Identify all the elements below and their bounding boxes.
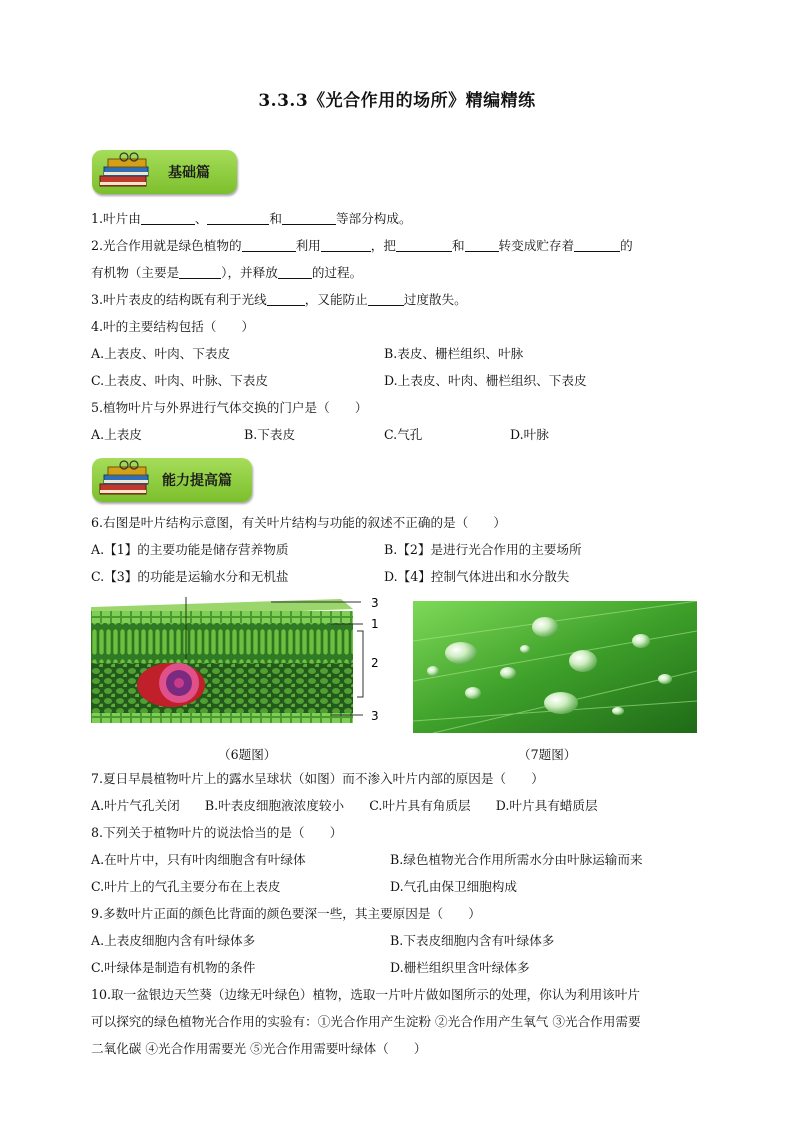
leaf-label-1: 1 — [371, 617, 379, 631]
books-icon — [94, 152, 156, 192]
question-5-stem: 5.植物叶片与外界进行气体交换的门户是（ ） — [91, 400, 368, 415]
option-5a: A.上表皮 — [91, 427, 142, 442]
question-7-stem: 7.夏日早晨植物叶片上的露水呈球状（如图）而不渗入叶片内部的原因是（ ） — [91, 771, 544, 786]
option-8c: C.叶片上的气孔主要分布在上表皮 — [91, 879, 281, 894]
leaf-label-3-bottom: 3 — [371, 709, 379, 723]
option-5b: B.下表皮 — [244, 427, 296, 442]
answer-blank — [242, 238, 296, 252]
option-6d: D.【4】控制气体进出和水分散失 — [384, 569, 570, 584]
option-5c: C.气孔 — [384, 427, 423, 442]
question-10-line-2: 可以探究的绿色植物光合作用的实验有：①光合作用产生淀粉 ②光合作用产生氧气 ③光合作用需要 — [91, 1014, 641, 1029]
answer-blank — [396, 238, 452, 252]
question-2-line-1: 2.光合作用就是绿色植物的 利用 ，把 和 转变成贮存着 的 — [91, 238, 633, 253]
dew-drops-photo — [413, 601, 697, 733]
question-9-stem: 9.多数叶片正面的颜色比背面的颜色要深一些，其主要原因是（ ） — [91, 906, 481, 921]
option-9d: D.栅栏组织里含叶绿体多 — [390, 960, 530, 975]
question-4-stem: 4.叶的主要结构包括（ ） — [91, 319, 255, 334]
option-4a: A.上表皮、叶肉、下表皮 — [91, 346, 231, 361]
question-7-options: A.叶片气孔关闭 B.叶表皮细胞液浓度较小 C.叶片具有角质层 D.叶片具有蜡质层 — [91, 798, 598, 813]
answer-blank — [278, 265, 312, 279]
answer-blank — [465, 238, 499, 252]
answer-blank — [321, 238, 371, 252]
answer-blank — [368, 292, 404, 306]
question-8-stem: 8.下列关于植物叶片的说法恰当的是（ ） — [91, 825, 343, 840]
answer-blank — [179, 265, 221, 279]
leaf-label-2: 2 — [371, 656, 379, 670]
question-1: 1.叶片由 、 和 等部分构成。 — [91, 211, 412, 226]
option-4b: B.表皮、栅栏组织、叶脉 — [384, 346, 524, 361]
question-2-line-2: 有机物（主要是 ），并释放 的过程。 — [91, 265, 363, 280]
leaf-cross-section-figure — [91, 597, 389, 733]
figure-7-caption: （7题图） — [518, 747, 577, 762]
option-5d: D.叶脉 — [510, 427, 549, 442]
option-9b: B.下表皮细胞内含有叶绿体多 — [390, 933, 555, 948]
question-10-line-1: 10.取一盆银边天竺葵（边缘无叶绿色）植物，选取一片叶片做如图所示的处理，你认为利用该叶片 — [91, 987, 640, 1002]
section-label-basic: 基础篇 — [168, 165, 210, 181]
answer-blank — [141, 211, 195, 225]
section-banner-advanced — [92, 458, 252, 502]
option-6c: C.【3】的功能是运输水分和无机盐 — [91, 569, 289, 584]
answer-blank — [282, 211, 336, 225]
option-6a: A.【1】的主要功能是储存营养物质 — [91, 542, 289, 557]
option-8d: D.气孔由保卫细胞构成 — [390, 879, 517, 894]
section-banner-basic — [92, 150, 237, 194]
question-6-stem: 6.右图是叶片结构示意图，有关叶片结构与功能的叙述不正确的是（ ） — [91, 515, 507, 530]
section-label-advanced: 能力提高篇 — [162, 473, 232, 489]
question-10-line-3: 二氧化碳 ④光合作用需要光 ⑤光合作用需要叶绿体（ ） — [91, 1041, 427, 1056]
option-4d: D.上表皮、叶肉、栅栏组织、下表皮 — [384, 373, 587, 388]
figure-6-caption: （6题图） — [218, 747, 277, 762]
option-4c: C.上表皮、叶肉、叶脉、下表皮 — [91, 373, 268, 388]
page-title: 3.3.3《光合作用的场所》精编精练 — [258, 91, 536, 111]
option-6b: B.【2】是进行光合作用的主要场所 — [384, 542, 582, 557]
question-3: 3.叶片表皮的结构既有利于光线 ，又能防止 过度散失。 — [91, 292, 467, 307]
option-8b: B.绿色植物光合作用所需水分由叶脉运输而来 — [390, 852, 643, 867]
answer-blank — [267, 292, 305, 306]
option-9c: C.叶绿体是制造有机物的条件 — [91, 960, 256, 975]
option-8a: A.在叶片中，只有叶肉细胞含有叶绿体 — [91, 852, 306, 867]
leaf-label-3-top: 3 — [371, 597, 379, 610]
option-9a: A.上表皮细胞内含有叶绿体多 — [91, 933, 256, 948]
answer-blank — [207, 211, 269, 225]
answer-blank — [574, 238, 620, 252]
books-icon — [94, 460, 156, 500]
